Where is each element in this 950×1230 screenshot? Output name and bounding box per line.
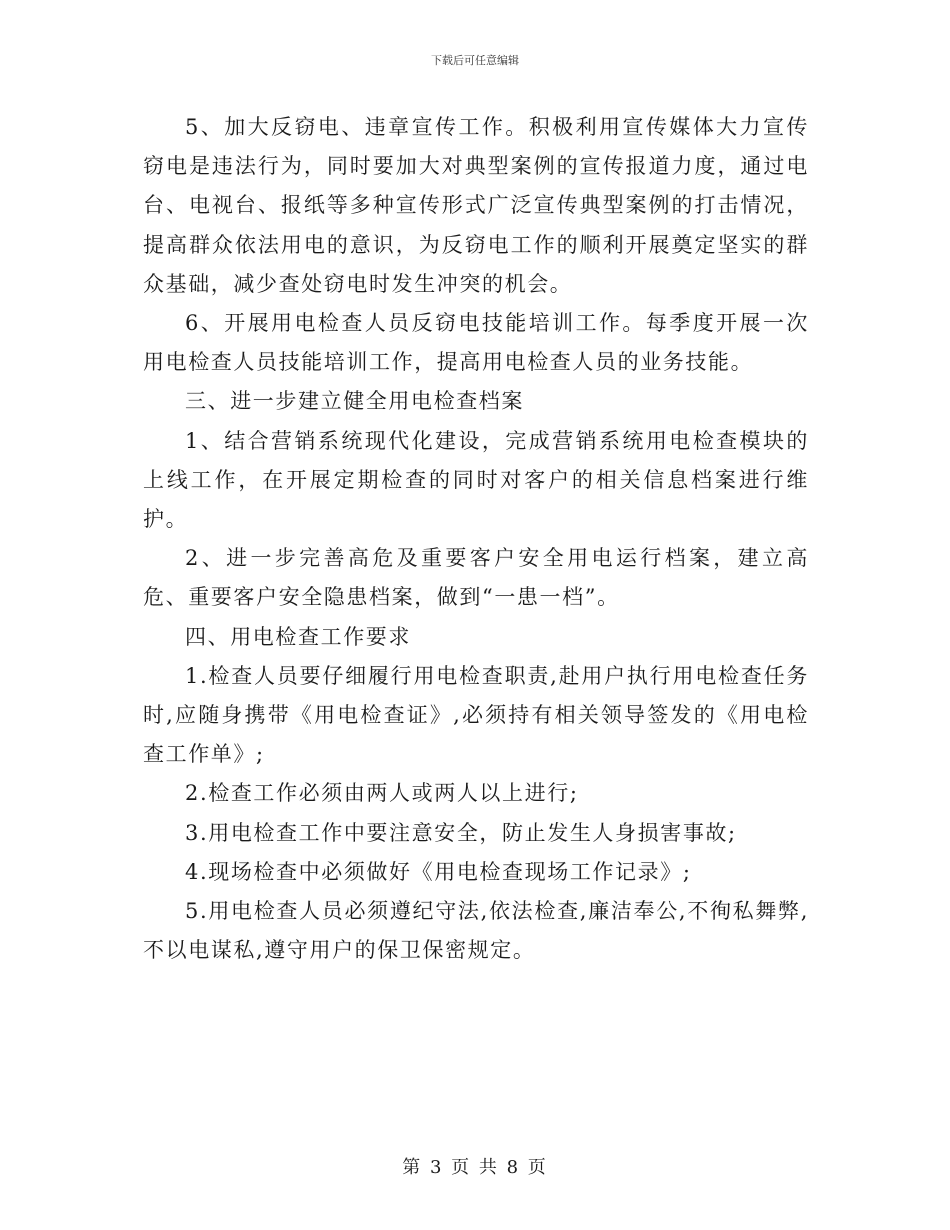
paragraph-anti-theft-publicity: 5、加大反窃电、违章宣传工作。积极利用宣传媒体大力宣传窃电是违法行为，同时要加大对典型案例的宣传报道力度，通过电台、电视台、报纸等多种宣传形式广泛宣传典型案例的打击情况，提高群众依法用电的意识，为反窃电工作的顺利开展奠定坚实的群众基础，减少查处窃电时发生冲突的机会。	[143, 115, 809, 296]
requirement-item-4: 4.现场检查中必须做好《用电检查现场工作记录》;	[185, 859, 692, 884]
section-heading-requirements: 四、用电检查工作要求	[185, 624, 411, 649]
requirement-item-1: 1.检查人员要仔细履行用电检查职责,赴用户执行用电检查任务时,应随身携带《用电检查证》,必须持有相关领导签发的《用电检查工作单》;	[143, 663, 809, 767]
requirement-item-2: 2.检查工作必须由两人或两人以上进行;	[185, 781, 579, 806]
header-note: 下载后可任意编辑	[431, 54, 519, 67]
section-heading-archives: 三、进一步建立健全用电检查档案	[185, 389, 524, 414]
paragraph-high-risk-archives: 2、进一步完善高危及重要客户安全用电运行档案，建立高危、重要客户安全隐患档案，做到“一患一档”。	[143, 546, 809, 610]
requirement-item-5: 5.用电检查人员必须遵纪守法,依法检查,廉洁奉公,不徇私舞弊,不以电谋私,遵守用户的保卫保密规定。	[143, 899, 809, 963]
page-number: 第 3 页 共 8 页	[402, 1157, 548, 1178]
paragraph-marketing-system: 1、结合营销系统现代化建设，完成营销系统用电检查模块的上线工作，在开展定期检查的同时对客户的相关信息档案进行维护。	[143, 428, 809, 532]
document-body	[143, 108, 809, 970]
requirement-item-3: 3.用电检查工作中要注意安全，防止发生人身损害事故;	[185, 820, 737, 845]
paragraph-skills-training: 6、开展用电检查人员反窃电技能培训工作。每季度开展一次用电检查人员技能培训工作，提高用电检查人员的业务技能。	[143, 311, 809, 375]
